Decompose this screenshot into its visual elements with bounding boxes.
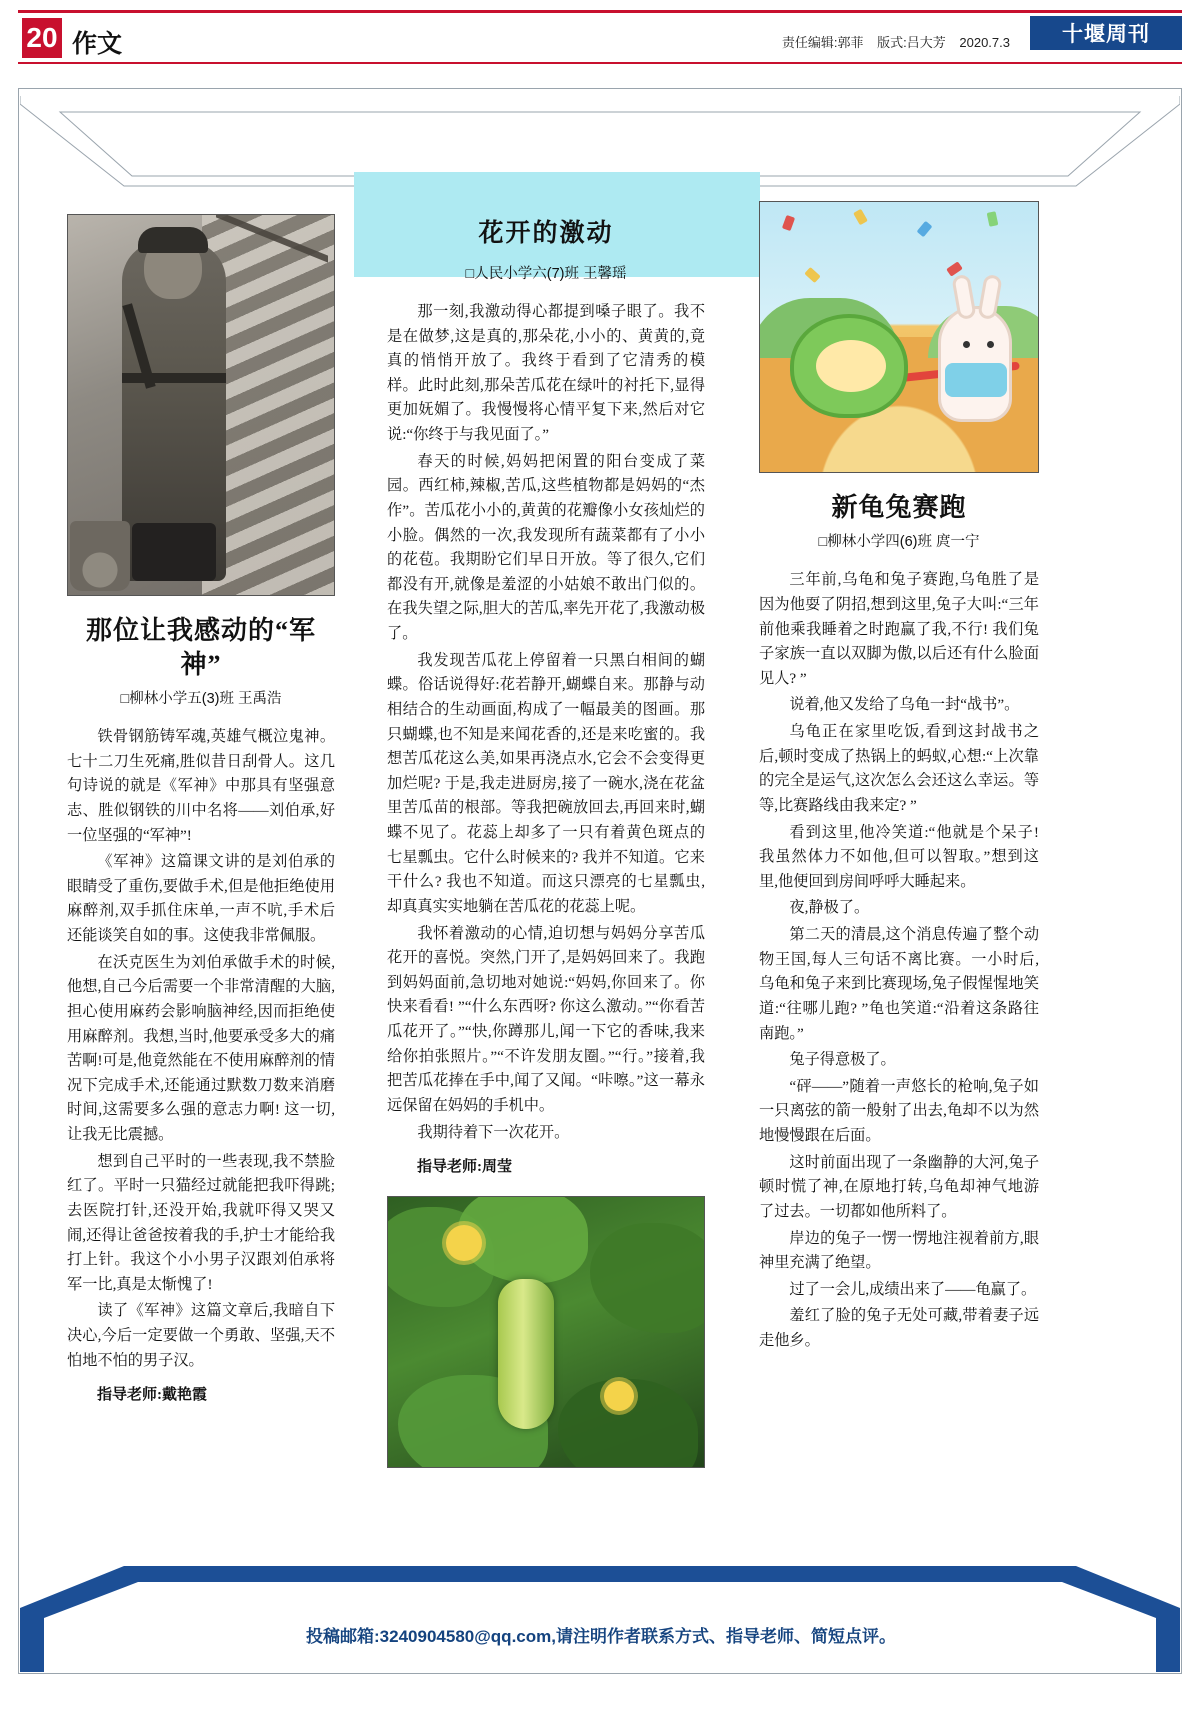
- article-title-left: 那位让我感动的“军神”: [85, 616, 316, 679]
- credit-editor: 责任编辑:郭菲: [781, 35, 864, 50]
- paragraph: 过了一会儿,成绩出来了——龟赢了。: [789, 1280, 1037, 1298]
- article-title-right: 新龟兔赛跑: [831, 493, 967, 522]
- paragraph: 羞红了脸的兔子无处可藏,带着妻子远走他乡。: [759, 1307, 1039, 1350]
- paragraph: 春天的时候,妈妈把闲置的阳台变成了菜园。西红柿,辣椒,苦瓜,这些植物都是妈妈的“杰作”。苦瓜花小小的,黄黄的花瓣像小女孩灿烂的小脸。偶然的一次,我发现所有蔬菜都有了小小的花苞。我期盼它们早日开放。等了很久,它们都没有开,就像是羞涩的小姑娘不敢出门似的。在我失望之际,胆大的苦瓜,率先开花了,我激动极了。: [387, 452, 705, 643]
- article-column-left: [67, 214, 335, 1408]
- paragraph: 夜,静极了。: [789, 899, 870, 917]
- soldier-photo: [67, 214, 335, 596]
- paragraph: 这时前面出现了一条幽静的大河,兔子顿时慌了神,在原地打转,乌龟却神气地游了过去。一切都如他所料了。: [759, 1153, 1039, 1220]
- turtle-rabbit-race-illustration: [759, 201, 1039, 473]
- article-title-middle: 花开的激动: [478, 220, 614, 247]
- paragraph: 读了《军神》这篇文章后,我暗自下决心,今后一定要做一个勇敢、坚强,天不怕地不怕的男子汉。: [67, 1302, 335, 1369]
- credit-date: 2020.7.3: [959, 35, 1010, 50]
- masthead-logo: 十堰周刊: [1030, 16, 1182, 50]
- article-byline-middle: □人民小学六(7)班 王馨瑶: [465, 265, 627, 282]
- paragraph: 兔子得意极了。: [789, 1051, 896, 1069]
- paragraph: 想到自己平时的一些表现,我不禁脸红了。平时一只猫经过就能把我吓得跳;去医院打针,还没开始,我就吓得又哭又闹,还得让爸爸按着我的手,护士才能给我打上针。我这个小小男子汉跟刘伯承将军一比,真是太惭愧了!: [67, 1152, 335, 1293]
- header-rule-bottom: [18, 62, 1182, 64]
- teacher-credit-middle: 指导老师:周莹: [417, 1159, 512, 1176]
- paragraph: 岸边的兔子一愣一愣地注视着前方,眼神里充满了绝望。: [759, 1229, 1039, 1272]
- article-column-middle: [387, 214, 705, 1468]
- paragraph: 说着,他又发给了乌龟一封“战书”。: [789, 696, 1020, 714]
- header-credits: [782, 32, 1020, 51]
- header-rule-top: [18, 10, 1182, 13]
- bitter-gourd-photo: [387, 1196, 705, 1468]
- paragraph: 三年前,乌龟和兔子赛跑,乌龟胜了是因为他耍了阴招,想到这里,兔子大叫:“三年前他乘我睡着之时跑赢了我,不行! 我们兔子家族一直以双脚为傲,以后还有什么脸面见人? ”: [759, 571, 1039, 687]
- credit-layout: 版式:吕大芳: [877, 35, 946, 50]
- footer-banner-decoration: [20, 1556, 1180, 1672]
- paragraph: “砰——”随着一声悠长的枪响,兔子如一只离弦的箭一般射了出去,龟却不以为然地慢慢跟在后面。: [759, 1077, 1039, 1145]
- paragraph: 我发现苦瓜花上停留着一只黑白相间的蝴蝶。俗话说得好:花若静开,蝴蝶自来。那静与动相结合的生动画面,构成了一幅最美的图画。那只蝴蝶,也不知是来闻花香的,还是来吃蜜的。我想苦瓜花这么美,如果再浇点水,它会不会变得更加烂呢? 于是,我走进厨房,接了一碗水,浇在花盆里苦瓜苗的根部。等我把碗放回去,再回来时,蝴蝶不见了。花蕊上却多了一只有着黄色斑点的七星瓢虫。它什么时候来的? 我并不知道。它来干什么? 我也不知道。而这只漂亮的七星瓢虫,却真真实实地躺在苦瓜花的花蕊上呢。: [387, 651, 705, 915]
- paragraph: 第二天的清晨,这个消息传遍了整个动物王国,每人三句话不离比赛。一小时后,乌龟和兔子来到比赛现场,兔子假惺惺地笑道:“往哪儿跑? ”龟也笑道:“沿着这条路往南跑。”: [759, 926, 1039, 1042]
- page-number: 20: [22, 18, 62, 58]
- page-header: [0, 0, 1200, 64]
- article-byline-left: □柳林小学五(3)班 王禹浩: [120, 690, 282, 707]
- paragraph: 我期待着下一次花开。: [417, 1123, 570, 1141]
- paragraph: 铁骨钢筋铸军魂,英雄气概泣鬼神。七十二刀生死痛,胜似昔日刮骨人。这几句诗说的就是《军神》中那具有坚强意志、胜似钢铁的川中名将——刘伯承,好一位坚强的“军神”!: [67, 728, 335, 844]
- article-column-right: [759, 201, 1039, 1356]
- teacher-credit-left: 指导老师:戴艳霞: [97, 1387, 207, 1404]
- article-byline-right: □柳林小学四(6)班 庹一宁: [818, 533, 980, 550]
- section-title: 作文: [72, 30, 123, 58]
- paragraph: 看到这里,他冷笑道:“他就是个呆子! 我虽然体力不如他,但可以智取。”想到这里,他便回到房间呼呼大睡起来。: [759, 823, 1039, 890]
- paragraph: 在沃克医生为刘伯承做手术的时候,他想,自己今后需要一个非常清醒的大脑,担心使用麻药会影响脑神经,因而拒绝使用麻醉剂。我想,当时,他要承受多大的痛苦啊!可是,他竟然能在不使用麻醉剂的情况下完成手术,还能通过默数刀数来消磨时间,这需要多么强的意志力啊! 这一切,让我无比震撼。: [67, 953, 335, 1144]
- paragraph: 我怀着激动的心情,迫切想与妈妈分享苦瓜花开的喜悦。突然,门开了,是妈妈回来了。我跑到妈妈面前,急切地对她说:“妈妈,你回来了。你快来看看! ”“什么东西呀? 你这么激动。”“你看苦瓜花开了。”“快,你蹲那儿,闻一下它的香味,我来给你拍张照片。”“不许发朋友圈。”“行。”接着,我把苦瓜花捧在手中,闻了又闻。“咔嚓。”这一幕永远保留在妈妈的手机中。: [387, 924, 705, 1114]
- submission-note: 投稿邮箱:3240904580@qq.com,请注明作者联系方式、指导老师、简短点评。: [306, 1627, 896, 1646]
- page-body: [18, 88, 1182, 1674]
- paragraph: 乌龟正在家里吃饭,看到这封战书之后,顿时变成了热锅上的蚂蚁,心想:“上次靠的完全是运气,这次怎么会还这么幸运。等等,比赛路线由我来定? ”: [759, 723, 1039, 814]
- paragraph: 那一刻,我激动得心都提到嗓子眼了。我不是在做梦,这是真的,那朵花,小小的、黄黄的,竟真的悄悄开放了。我终于看到了它清秀的模样。此时此刻,那朵苦瓜花在绿叶的衬托下,显得更加妩媚了。我慢慢将心情平复下来,然后对它说:“你终于与我见面了。”: [387, 302, 705, 444]
- paragraph: 《军神》这篇课文讲的是刘伯承的眼睛受了重伤,要做手术,但是他拒绝使用麻醉剂,双手抓住床单,一声不吭,手术后还能谈笑自如的事。这使我非常佩服。: [67, 853, 335, 945]
